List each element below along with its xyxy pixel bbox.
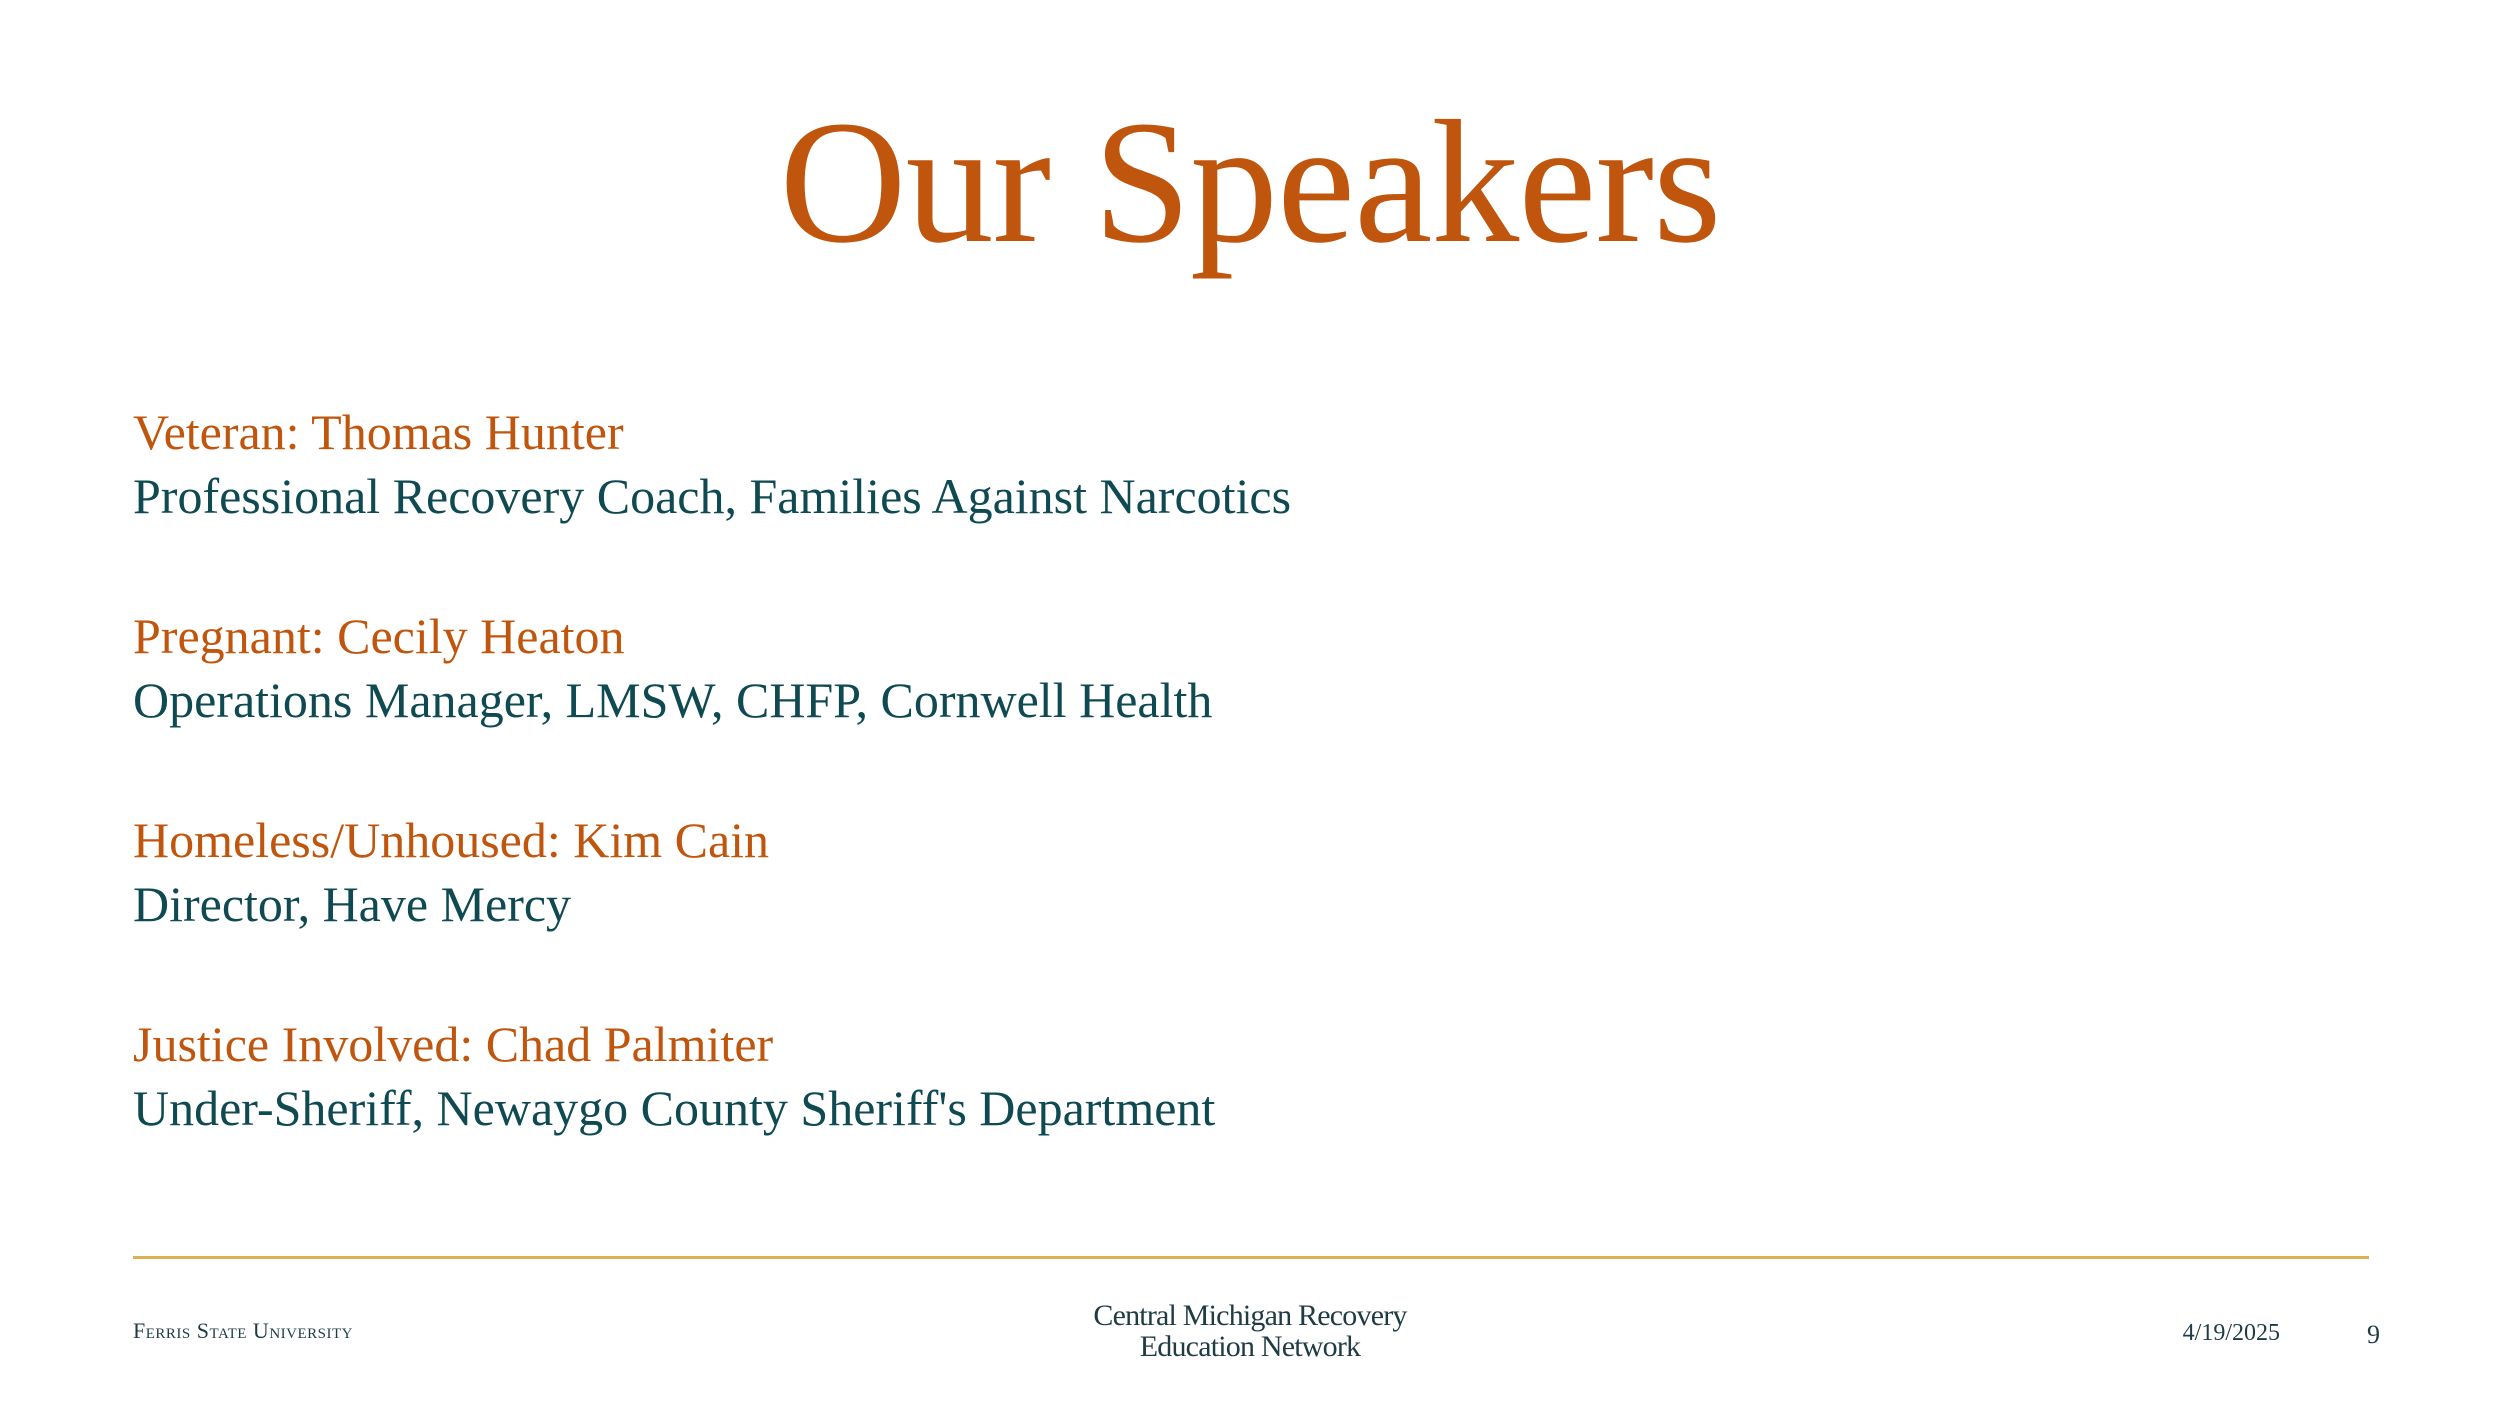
institution-name: Ferris State University <box>133 1318 353 1343</box>
slide-date: 4/19/2025 <box>2182 1320 2280 1346</box>
speaker-role: Director, Have Mercy <box>133 876 572 932</box>
speaker-entry <box>133 400 2333 528</box>
speaker-entry <box>133 604 2333 732</box>
speaker-entry <box>133 808 2333 936</box>
page-number: 9 <box>2367 1320 2380 1349</box>
speaker-name: Justice Involved: Chad Palmiter <box>133 1016 774 1072</box>
slide-title: Our Speakers <box>779 85 1721 280</box>
speaker-entry <box>133 1012 2333 1140</box>
network-logo-text <box>1000 1300 1500 1362</box>
speaker-name: Veteran: Thomas Hunter <box>133 404 624 460</box>
footer-divider <box>133 1256 2369 1259</box>
speaker-list <box>133 400 2333 1216</box>
speaker-role: Under-Sheriff, Newaygo County Sheriff's Department <box>133 1080 1216 1136</box>
speaker-name: Pregnant: Cecily Heaton <box>133 608 625 664</box>
speaker-name: Homeless/Unhoused: Kim Cain <box>133 812 770 868</box>
speaker-role: Professional Recovery Coach, Families Against Narcotics <box>133 468 1292 524</box>
speaker-role: Operations Manager, LMSW, CHFP, Cornwell Health <box>133 672 1213 728</box>
network-name-line2: Education Network <box>1139 1330 1361 1363</box>
network-name-line1: Central Michigan Recovery <box>1093 1299 1407 1332</box>
